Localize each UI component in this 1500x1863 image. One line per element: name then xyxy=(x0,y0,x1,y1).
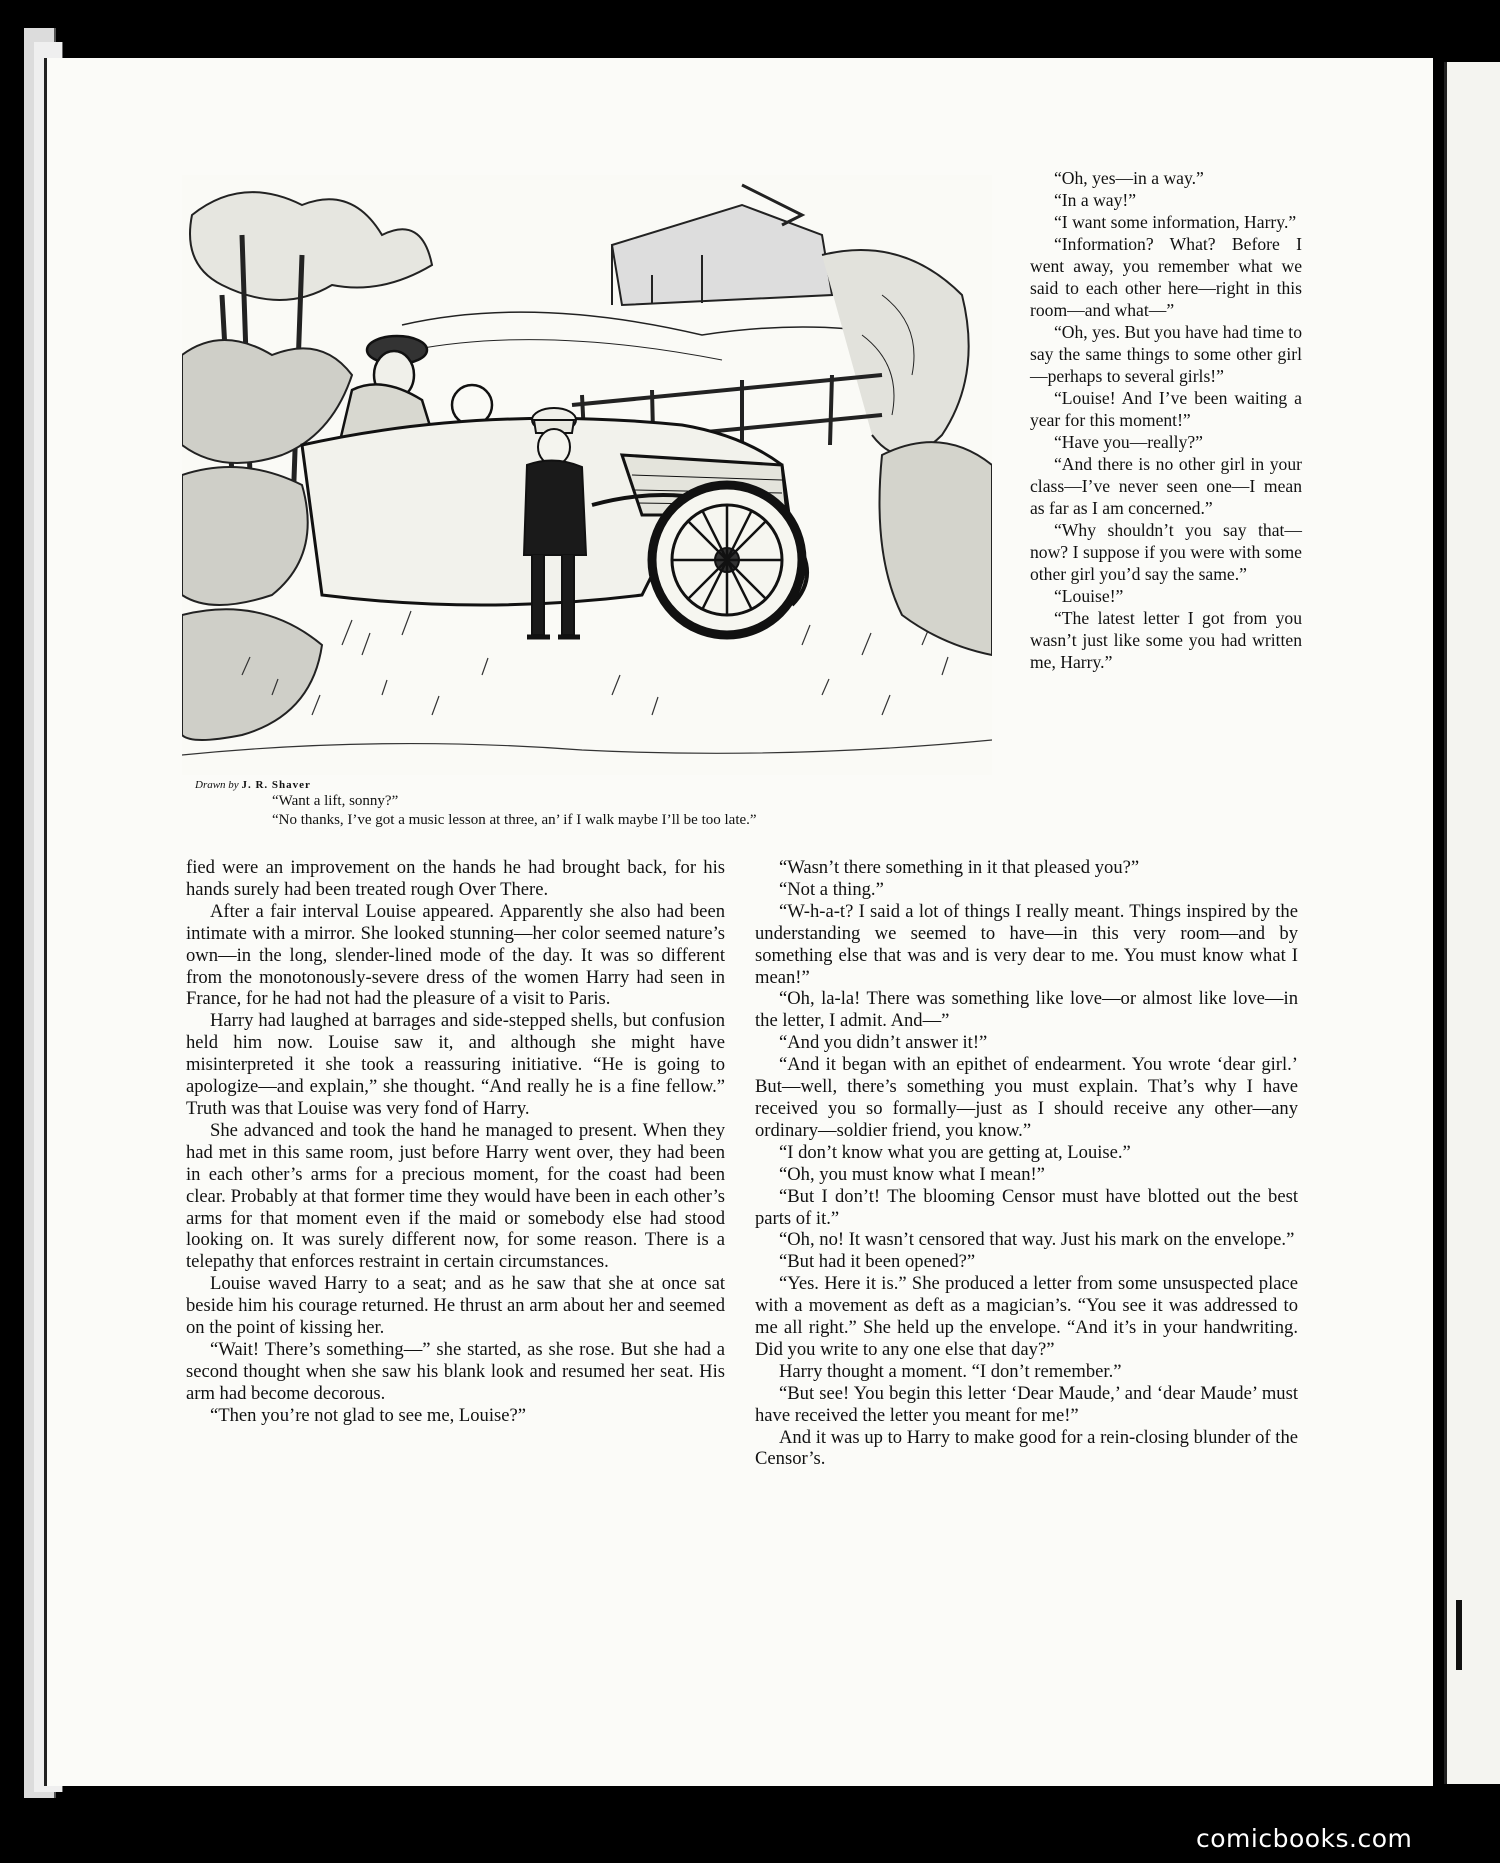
paragraph: “Oh, la-la! There was something like love—or almost like love—in the letter, I admit. And—” xyxy=(755,988,1298,1032)
paragraph: fied were an improvement on the hands he had brought back, for his hands surely had been treated rough Over There. xyxy=(186,857,725,900)
paragraph: “Wasn’t there something in it that pleased you?” xyxy=(779,857,1140,878)
car-scene-drawing xyxy=(182,175,992,775)
paragraph: “Oh, yes. But you have had time to say the same things to some other girl—perhaps to several girls!” xyxy=(1030,322,1302,386)
paragraph: “I want some information, Harry.” xyxy=(1054,212,1297,232)
paragraph: After a fair interval Louise appeared. Apparently she also had been intimate with a mirror. She looked stunning—her color seemed nature’s own—in the long, slender-lined mode of the day. It was so different from the monotonously-severe dress of the women Harry had seen in France, for he had not had the pleasure of a visit to Paris. xyxy=(186,900,725,1010)
paragraph: She advanced and took the hand he managed to present. When they had met in this same room, just before Harry went over, they had been in each other’s arms for a precious moment, for the coast had been clear. Probably at that former time they would have been in each other’s arms for that moment even if the maid or somebody else had stood looking on. It was surely different now, for some reason. There is a telepathy that enforces restraint in certain circumstances. xyxy=(186,1119,725,1273)
paragraph: “Oh, yes—in a way.” xyxy=(1054,168,1204,188)
binding-mark xyxy=(1456,1600,1462,1670)
illustration-caption xyxy=(272,792,992,830)
paragraph: “Louise!” xyxy=(1054,586,1124,606)
paragraph: “And there is no other girl in your class—I’ve never seen one—I mean as far as I am concerned.” xyxy=(1030,454,1302,518)
text-column-upper-right xyxy=(1030,167,1302,673)
paragraph: “Have you—really?” xyxy=(1054,432,1203,452)
paragraph: “Oh, you must know what I mean!” xyxy=(779,1163,1045,1185)
credit-prefix: Drawn by xyxy=(195,779,239,791)
paragraph: “Yes. Here it is.” She produced a letter from some unsuspected place with a movement as deft as a magician’s. “You see it was addressed to me all right.” She held up the envelope. “And it’s in your handwriting. Did you write to any one else that day?” xyxy=(755,1273,1298,1360)
paragraph: “Information? What? Before I went away, you remember what we said to each other here—right in this room—and what—” xyxy=(1030,234,1302,320)
site-watermark: comicbooks.com xyxy=(1196,1824,1413,1853)
text-column-right xyxy=(755,857,1298,1470)
illustration-credit xyxy=(195,779,311,791)
paragraph: “I don’t know what you are getting at, Louise.” xyxy=(779,1141,1131,1163)
paragraph: “In a way!” xyxy=(1054,190,1137,210)
paragraph: Louise waved Harry to a seat; and as he saw that she at once sat beside him his courage returned. He thrust an arm about her and seemed on the point of kissing her. xyxy=(186,1273,725,1339)
paragraph: “And it began with an epithet of endearment. You wrote ‘dear girl.’ But—well, there’s something you must explain. That’s why I have received you so formally—just as I should receive any other—any ordinary—soldier friend, you know.” xyxy=(755,1054,1298,1141)
paragraph: Harry thought a moment. “I don’t remember.” xyxy=(779,1360,1122,1382)
paragraph: “Oh, no! It wasn’t censored that way. Just his mark on the envelope.” xyxy=(779,1229,1295,1251)
paragraph: “But had it been opened?” xyxy=(779,1251,976,1273)
paragraph: “W-h-a-t? I said a lot of things I really meant. Things inspired by the understanding we seemed to have—in this very room—and by something else that was and is very dear to me. You must know what I mean!” xyxy=(755,900,1298,988)
paragraph: “The latest letter I got from you wasn’t just like some you had written me, Harry.” xyxy=(1030,608,1302,672)
facing-page-edge xyxy=(1444,62,1500,1784)
caption-line: “Want a lift, sonny?” xyxy=(272,793,399,809)
paragraph: “Wait! There’s something—” she started, as she rose. But she had a second thought when she saw his blank look and resumed her seat. His arm had become decorous. xyxy=(186,1338,725,1404)
paragraph: “But see! You begin this letter ‘Dear Maude,’ and ‘dear Maude’ must have received the letter you meant for me!” xyxy=(755,1382,1298,1426)
paragraph: “Louise! And I’ve been waiting a year for this moment!” xyxy=(1030,388,1302,430)
paragraph: And it was up to Harry to make good for a rein-closing blunder of the Censor’s. xyxy=(755,1426,1298,1470)
paragraph: “Not a thing.” xyxy=(779,878,884,900)
paragraph: Harry had laughed at barrages and side-stepped shells, but confusion held him now. Louise saw it, and although she might have misinterpreted it she took a reassuring initiative. “He is going to apologize—and explain,” she thought. “And really he is a fine fellow.” Truth was that Louise was very fond of Harry. xyxy=(186,1010,725,1119)
paragraph: “Why shouldn’t you say that—now? I suppose if you were with some other girl you’d say the same.” xyxy=(1030,520,1302,584)
pen-ink-illustration xyxy=(182,175,992,775)
paragraph: “Then you’re not glad to see me, Louise?” xyxy=(210,1404,526,1426)
credit-name: J. R. Shaver xyxy=(241,779,311,791)
paragraph: “And you didn’t answer it!” xyxy=(779,1032,988,1054)
text-column-left xyxy=(186,857,725,1427)
caption-line: “No thanks, I’ve got a music lesson at three, an’ if I walk maybe I’ll be too late.” xyxy=(272,812,757,828)
paragraph: “But I don’t! The blooming Censor must have blotted out the best parts of it.” xyxy=(755,1185,1298,1229)
